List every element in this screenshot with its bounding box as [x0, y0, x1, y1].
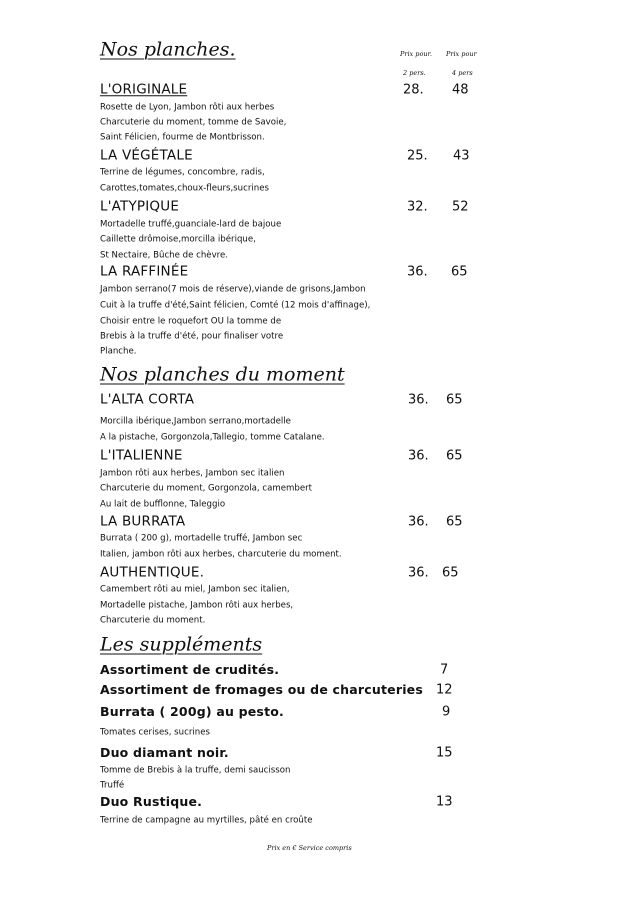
item-description: Charcuterie du moment, Gorgonzola, camembert	[100, 483, 313, 494]
supplement-description: Terrine de campagne au myrtilles, pâté en croûte	[100, 815, 313, 826]
item-description: Mortadelle pistache, Jambon rôti aux herbes,	[100, 600, 294, 611]
col-header-4-pers: Prix pour	[446, 49, 477, 58]
section-title: Les suppléments	[100, 633, 263, 656]
item-description: Morcilla ibérique,Jambon serrano,mortadelle	[100, 416, 291, 427]
supplement-price: 7	[440, 662, 449, 678]
price-4-pers: 65	[446, 514, 463, 530]
item-description: Charcuterie du moment, tomme de Savoie,	[100, 117, 287, 128]
supplement-price: 12	[436, 682, 453, 698]
supplement-price: 9	[442, 704, 451, 720]
price-2-pers: 32.	[407, 199, 428, 215]
item-description: A la pistache, Gorgonzola,Tallegio, tomme Catalane.	[100, 432, 325, 443]
col-header-2-pers-sub: 2 pers.	[403, 68, 426, 77]
item-name: LA BURRATA	[100, 513, 186, 530]
item-description: Brebis à la truffe d'été, pour finaliser votre	[100, 331, 284, 342]
supplement-name: Duo diamant noir.	[100, 744, 229, 760]
item-description: Terrine de légumes, concombre, radis,	[100, 167, 265, 178]
item-description: Planche.	[100, 346, 137, 357]
item-description: Cuit à la truffe d'été,Saint félicien, Comté (12 mois d'affinage),	[100, 300, 371, 311]
price-2-pers: 36.	[407, 264, 428, 280]
section-title: Nos planches du moment	[100, 363, 345, 386]
item-name: L'ITALIENNE	[100, 447, 183, 464]
supplement-description: Truffé	[100, 780, 125, 791]
item-description: Caillette drômoise,morcilla ibérique,	[100, 234, 256, 245]
price-2-pers: 36.	[408, 392, 429, 408]
item-name: L'ORIGINALE	[100, 81, 188, 98]
item-name: AUTHENTIQUE.	[100, 564, 205, 581]
supplement-description: Tomme de Brebis à la truffe, demi saucisson	[100, 765, 291, 776]
item-description: Mortadelle truffé,guanciale-lard de bajoue	[100, 219, 282, 230]
supplement-name: Duo Rustique.	[100, 793, 203, 809]
item-description: Rosette de Lyon, Jambon rôti aux herbes	[100, 102, 275, 113]
col-header-2-pers: Prix pour.	[400, 49, 433, 58]
supplement-name: Assortiment de fromages ou de charcuteries	[100, 681, 423, 697]
price-4-pers: 65	[446, 392, 463, 408]
item-name: LA RAFFINÉE	[100, 263, 189, 280]
supplement-name: Burrata ( 200g) au pesto.	[100, 703, 284, 719]
price-4-pers: 65	[451, 264, 468, 280]
item-name: L'ALTA CORTA	[100, 391, 195, 408]
supplement-description: Tomates cerises, sucrines	[100, 727, 210, 738]
price-4-pers: 48	[452, 82, 469, 98]
item-description: Camembert rôti au miel, Jambon sec italien,	[100, 584, 290, 595]
item-description: Jambon rôti aux herbes, Jambon sec italien	[100, 468, 285, 479]
price-2-pers: 36.	[408, 565, 429, 581]
item-description: Au lait de bufflonne, Taleggio	[100, 499, 226, 510]
price-4-pers: 65	[442, 565, 459, 581]
price-4-pers: 52	[452, 199, 469, 215]
item-description: Italien, jambon rôti aux herbes, charcuterie du moment.	[100, 549, 342, 560]
item-description: Carottes,tomates,choux-fleurs,sucrines	[100, 183, 269, 194]
price-4-pers: 43	[453, 148, 470, 164]
price-2-pers: 25.	[407, 148, 428, 164]
item-description: Choisir entre le roquefort OU la tomme de	[100, 316, 282, 327]
footer-note: Prix en € Service compris	[267, 843, 352, 852]
section-title: Nos planches.	[100, 38, 236, 61]
price-2-pers: 36.	[408, 514, 429, 530]
item-description: Saint Félicien, fourme de Montbrisson.	[100, 132, 265, 143]
item-name: L'ATYPIQUE	[100, 198, 180, 215]
price-2-pers: 28.	[403, 82, 424, 98]
price-2-pers: 36.	[408, 448, 429, 464]
supplement-price: 15	[436, 745, 453, 761]
item-description: Burrata ( 200 g), mortadelle truffé, Jambon sec	[100, 533, 303, 544]
item-description: Charcuterie du moment.	[100, 615, 206, 626]
supplement-price: 13	[436, 794, 453, 810]
item-name: LA VÉGÉTALE	[100, 147, 193, 164]
item-description: St Nectaire, Bûche de chèvre.	[100, 250, 229, 261]
supplement-name: Assortiment de crudités.	[100, 661, 280, 677]
price-4-pers: 65	[446, 448, 463, 464]
col-header-4-pers-sub: 4 pers	[452, 68, 473, 77]
item-description: Jambon serrano(7 mois de réserve),viande de grisons,Jambon	[100, 284, 366, 295]
